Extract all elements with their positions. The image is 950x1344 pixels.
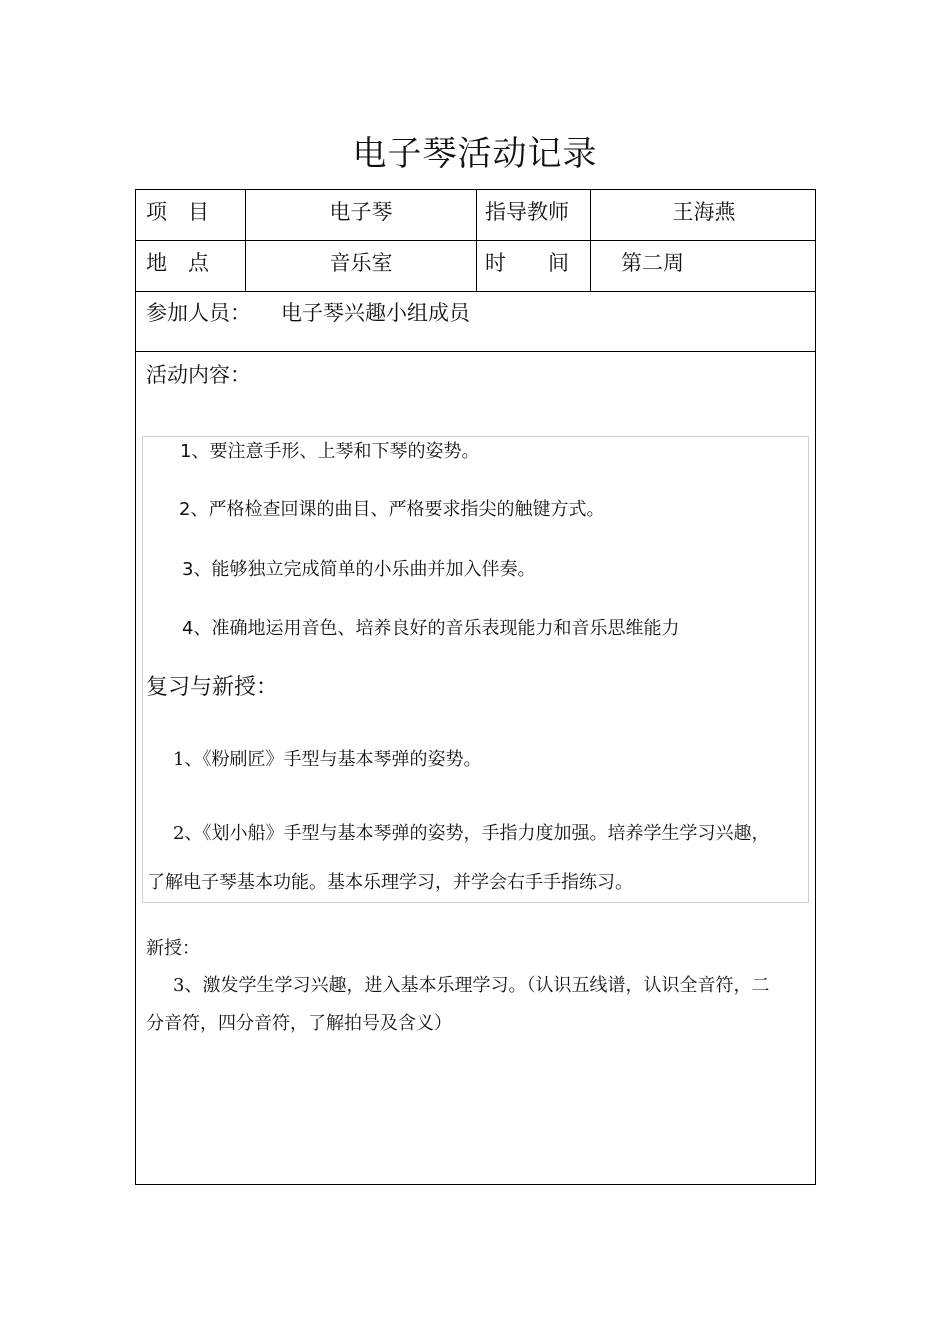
location-value: 音乐室: [329, 251, 393, 275]
project-label: 项 目: [146, 200, 209, 224]
time-label: 时 间: [485, 251, 569, 275]
activity-item: 1、要注意手形、上琴和下琴的姿势。: [180, 441, 480, 462]
new-lesson-item: 分音符，四分音符，了解拍号及含义）: [146, 1013, 452, 1034]
review-item: 1、《粉刷匠》手型与基本琴弹的姿势。: [173, 749, 482, 770]
location-label: 地 点: [146, 251, 209, 275]
column-divider: [476, 190, 477, 291]
activity-label: 活动内容：: [146, 363, 251, 387]
time-value: 第二周: [621, 251, 684, 275]
row-divider: [136, 351, 815, 352]
activity-item: 4、准确地运用音色、培养良好的音乐表现能力和音乐思维能力: [182, 618, 680, 639]
row-divider: [136, 291, 815, 292]
activity-item: 3、能够独立完成简单的小乐曲并加入伴奏。: [182, 559, 536, 580]
teacher-value: 王海燕: [672, 200, 736, 224]
new-lesson-item: 3、激发学生学习兴趣，进入基本乐理学习。（认识五线谱，认识全音符，二: [173, 975, 770, 996]
activity-content-box: [142, 436, 809, 903]
activity-item: 2、严格检查回课的曲目、严格要求指尖的触键方式。: [179, 499, 605, 520]
review-item: 2、《划小船》手型与基本琴弹的姿势，手指力度加强。培养学生学习兴趣，: [173, 823, 770, 844]
new-lesson-label: 新授：: [146, 938, 200, 959]
participants-value: 电子琴兴趣小组成员: [281, 301, 470, 325]
review-item: 了解电子琴基本功能。基本乐理学习，并学会右手手指练习。: [147, 872, 633, 893]
participants-label: 参加人员：: [146, 301, 251, 325]
project-value: 电子琴: [329, 200, 393, 224]
document-title: 电子琴活动记录: [352, 134, 598, 174]
review-heading: 复习与新授：: [146, 675, 279, 700]
record-form: [135, 189, 816, 1185]
teacher-label: 指导教师: [485, 200, 569, 224]
